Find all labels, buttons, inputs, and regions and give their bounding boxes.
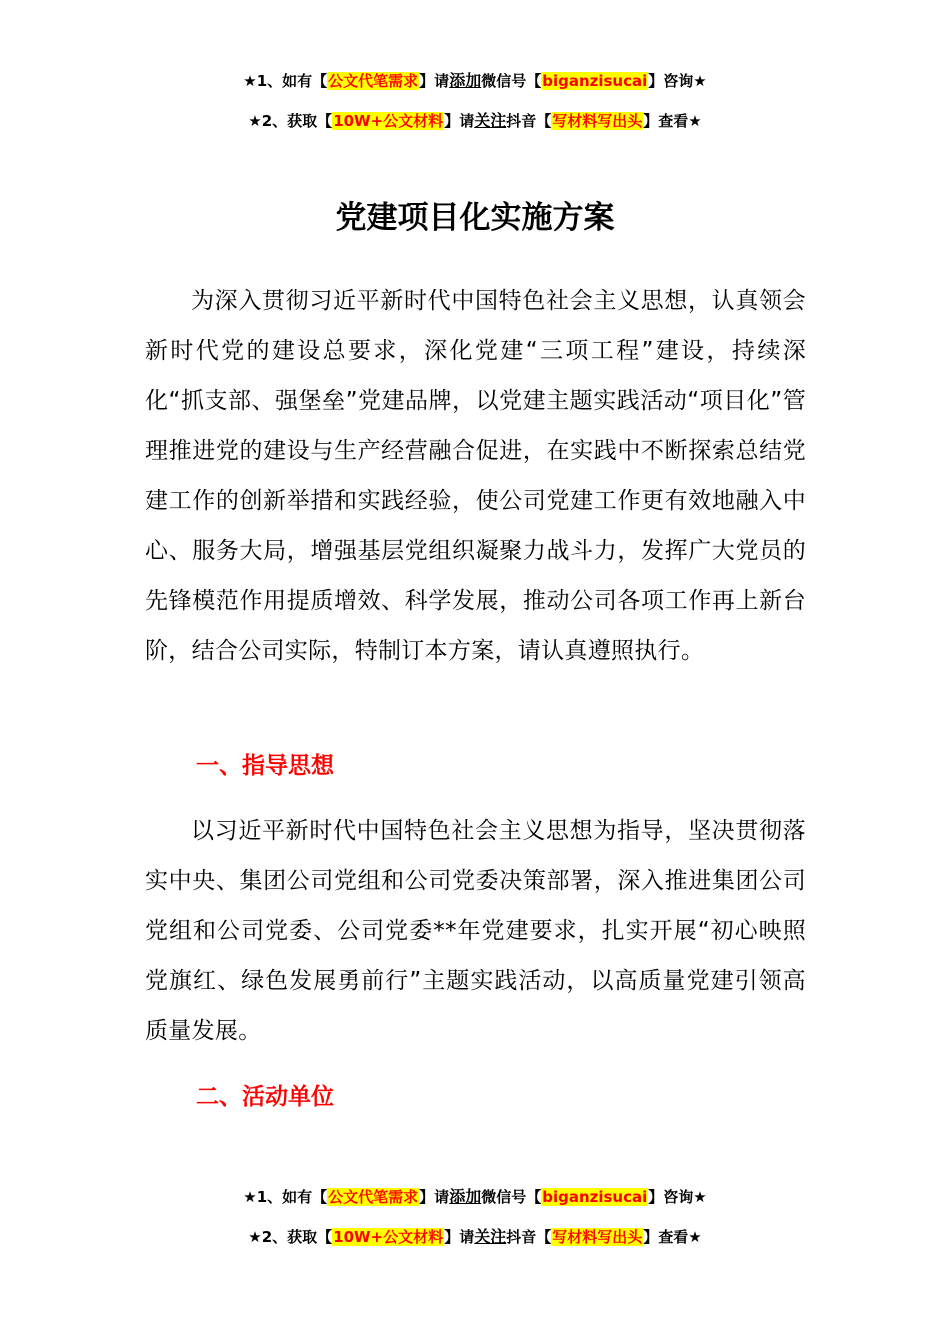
guiding-ideology-paragraph: 以习近平新时代中国特色社会主义思想为指导，坚决贯彻落实中央、集团公司党组和公司党委决策部署，深入推进集团公司党组和公司党委、公司党委**年党建要求，扎实开展“初心映照党旗红、绿色发展勇前行”主题实践活动，以高质量党建引领高质量发展。 bbox=[145, 818, 806, 1044]
banner-text: ★2、获取【 bbox=[248, 1228, 333, 1246]
banner-highlight: 公文代笔需求 bbox=[328, 72, 419, 90]
banner-text: 】请 bbox=[444, 1228, 475, 1246]
banner-emphasis: 关注 bbox=[474, 111, 507, 130]
banner-text: 微信号【 bbox=[481, 72, 542, 90]
banner-text: 】查看★ bbox=[643, 112, 702, 130]
banner-line-2 bbox=[0, 111, 950, 131]
section-heading-guiding-ideology: 一、指导思想 bbox=[196, 753, 334, 779]
banner-text: ★1、如有【 bbox=[243, 1188, 328, 1206]
banner-text: ★1、如有【 bbox=[243, 72, 328, 90]
bottom-banner bbox=[0, 1187, 950, 1247]
banner-text: 】请 bbox=[419, 72, 450, 90]
banner-text: 】请 bbox=[419, 1188, 450, 1206]
banner-text: ★2、获取【 bbox=[248, 112, 333, 130]
banner-line-1 bbox=[0, 71, 950, 91]
banner-highlight: 10W+公文材料 bbox=[333, 112, 444, 130]
banner-line-2 bbox=[0, 1227, 950, 1247]
document-title: 党建项目化实施方案 bbox=[335, 200, 615, 236]
banner-highlight: 公文代笔需求 bbox=[328, 1188, 419, 1206]
banner-text: 】咨询★ bbox=[648, 1188, 707, 1206]
banner-text: 微信号【 bbox=[481, 1188, 542, 1206]
banner-line-1 bbox=[0, 1187, 950, 1207]
banner-text: 抖音【 bbox=[506, 112, 552, 130]
banner-emphasis: 关注 bbox=[474, 1227, 507, 1246]
intro-paragraph: 为深入贯彻习近平新时代中国特色社会主义思想，认真领会新时代党的建设总要求，深化党建“三项工程”建设，持续深化“抓支部、强堡垒”党建品牌，以党建主题实践活动“项目化”管理推进党的建设与生产经营融合促进，在实践中不断探索总结党建工作的创新举措和实践经验，使公司党建工作更有效地融入中心、服务大局，增强基层党组织凝聚力战斗力，发挥广大党员的先锋模范作用提质增效、科学发展，推动公司各项工作再上新台阶，结合公司实际，特制订本方案，请认真遵照执行。 bbox=[145, 288, 806, 664]
banner-highlight: biganzisucai bbox=[542, 1188, 648, 1206]
banner-highlight: 写材料写出头 bbox=[552, 112, 643, 130]
banner-emphasis: 添加 bbox=[449, 1187, 482, 1206]
banner-text: 抖音【 bbox=[506, 1228, 552, 1246]
section-heading-activity-units: 二、活动单位 bbox=[196, 1084, 334, 1110]
banner-highlight: 10W+公文材料 bbox=[333, 1228, 444, 1246]
top-banner bbox=[0, 71, 950, 131]
banner-highlight: biganzisucai bbox=[542, 72, 648, 90]
banner-text: 】咨询★ bbox=[648, 72, 707, 90]
banner-text: 】查看★ bbox=[643, 1228, 702, 1246]
banner-text: 】请 bbox=[444, 112, 475, 130]
banner-highlight: 写材料写出头 bbox=[552, 1228, 643, 1246]
banner-emphasis: 添加 bbox=[449, 71, 482, 90]
